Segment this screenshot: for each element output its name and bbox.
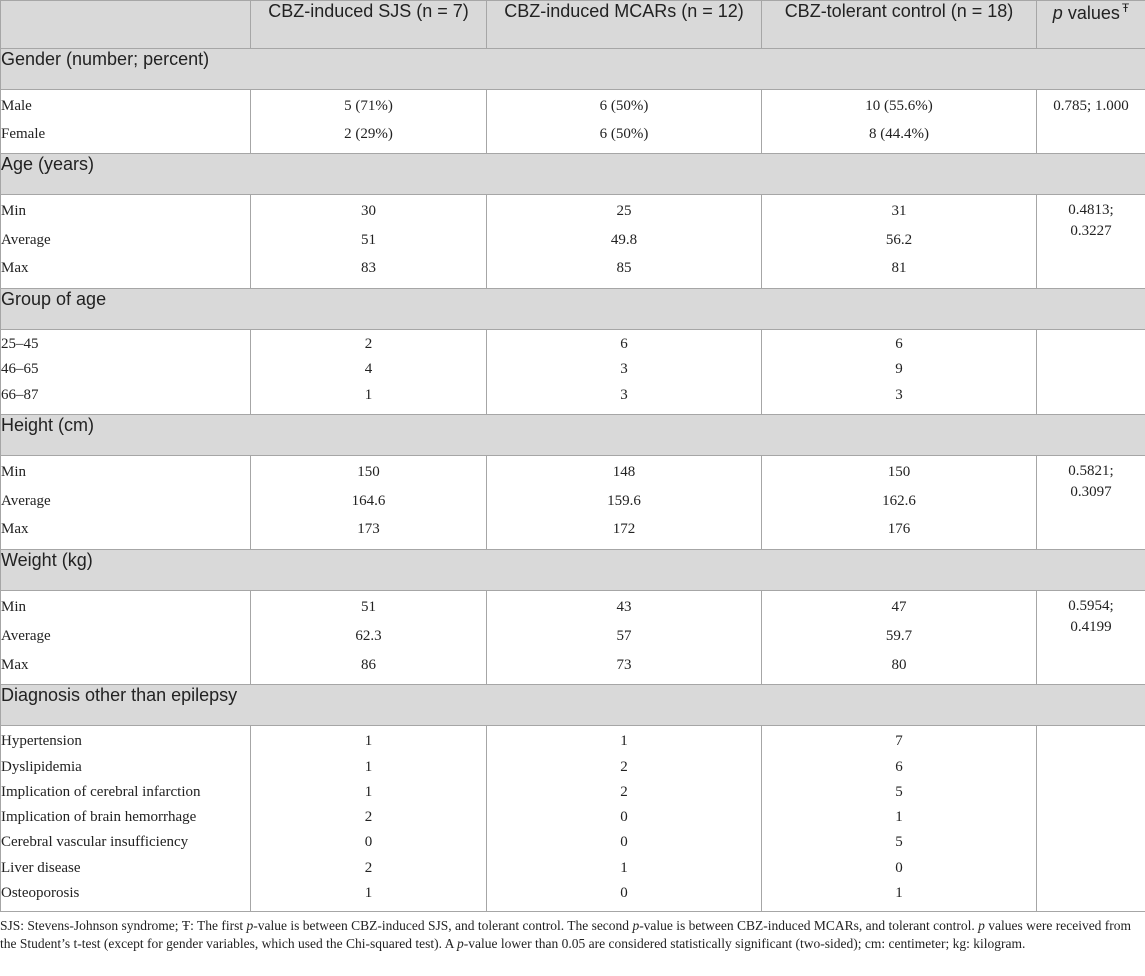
- section-header-row: [1, 685, 1145, 726]
- sjs-value: 2: [364, 336, 373, 353]
- control-value-cell: [762, 456, 1037, 550]
- mcars-value: 3: [620, 361, 628, 378]
- row-label: Cerebral vascular insufficiency: [1, 834, 189, 851]
- mcars-value: 6: [620, 336, 628, 353]
- control-value-cell: [762, 330, 1037, 415]
- row-label: Min: [1, 464, 27, 480]
- sjs-value: 62.3: [355, 627, 382, 644]
- row-label: Max: [1, 656, 29, 673]
- control-value: 150: [887, 464, 911, 480]
- control-value: 3: [895, 386, 903, 403]
- control-value-cell: [762, 726, 1037, 912]
- sjs-value: 4: [364, 361, 373, 378]
- section-body-row: [1, 726, 1145, 912]
- control-value: 7: [895, 733, 903, 750]
- sjs-value: 150: [357, 464, 380, 480]
- sjs-value: 1: [364, 885, 373, 901]
- row-label: Implication of cerebral infarction: [1, 783, 201, 800]
- mcars-value-cell: [487, 195, 762, 289]
- mcars-value: 2: [620, 783, 628, 800]
- control-value: 81: [891, 260, 907, 277]
- section-header-row: [1, 415, 1145, 456]
- mcars-value-cell: [487, 456, 762, 550]
- mcars-value: 6 (50%): [599, 98, 649, 114]
- control-value: 1: [895, 885, 903, 901]
- row-label: 46–65: [1, 361, 39, 378]
- row-label: Female: [1, 126, 46, 142]
- p-value: 0.5954;: [1068, 598, 1114, 615]
- p-value: 0.3097: [1070, 484, 1112, 500]
- mcars-value: 49.8: [610, 231, 638, 248]
- mcars-value: 0: [620, 809, 628, 826]
- mcars-value-cell: [487, 90, 762, 154]
- row-label: Hypertension: [1, 733, 82, 750]
- sjs-value: 2 (29%): [344, 126, 393, 142]
- mcars-value-cell: [487, 330, 762, 415]
- section-title: Diagnosis other than epilepsy: [1, 685, 1145, 726]
- control-value: 6: [895, 758, 903, 775]
- mcars-value: 172: [612, 521, 636, 538]
- mcars-value: 1: [620, 733, 628, 750]
- row-label-cell: [1, 591, 251, 685]
- row-label: 66–87: [1, 386, 39, 403]
- sjs-value: 0: [364, 834, 373, 851]
- control-value: 31: [891, 203, 907, 219]
- sjs-value: 51: [361, 231, 376, 248]
- sjs-value: 5 (71%): [344, 98, 393, 114]
- sjs-value-cell: [251, 330, 487, 415]
- sjs-value: 1: [364, 783, 373, 800]
- control-value-cell: [762, 195, 1037, 289]
- mcars-value: 85: [616, 260, 632, 277]
- section-body-row: [1, 330, 1145, 415]
- row-label: 25–45: [1, 336, 39, 353]
- header-p-mark: Ŧ: [1121, 1, 1130, 15]
- control-value: 80: [891, 656, 907, 673]
- sjs-value: 1: [364, 386, 373, 403]
- row-label-cell: [1, 726, 251, 912]
- row-label: Average: [1, 627, 51, 644]
- p-value: 0.4199: [1070, 619, 1112, 636]
- control-value: 162.6: [882, 492, 916, 509]
- header-p-rest: values: [1062, 3, 1120, 23]
- row-label: Average: [1, 492, 51, 509]
- header-control: CBZ-tolerant control (n = 18): [762, 1, 1037, 49]
- header-sjs: CBZ-induced SJS (n = 7): [251, 1, 487, 49]
- sjs-value: 51: [361, 599, 376, 616]
- sjs-value-cell: [251, 195, 487, 289]
- mcars-value: 2: [620, 758, 628, 775]
- mcars-value: 43: [616, 599, 632, 616]
- control-value: 9: [895, 361, 903, 378]
- section-header-row: [1, 550, 1145, 591]
- p-value-cell: [1037, 195, 1145, 289]
- sjs-value: 164.6: [351, 492, 386, 509]
- row-label: Implication of brain hemorrhage: [1, 809, 197, 826]
- section-title: Height (cm): [1, 415, 1145, 456]
- sjs-value: 2: [364, 809, 373, 826]
- p-value-cell: [1037, 591, 1145, 685]
- p-value: 0.5821;: [1068, 463, 1114, 479]
- section-header-row: [1, 154, 1145, 195]
- row-label: Dyslipidemia: [1, 758, 82, 775]
- header-mcars: CBZ-induced MCARs (n = 12): [487, 1, 762, 49]
- mcars-value: 73: [616, 656, 632, 673]
- sjs-value: 2: [364, 859, 373, 876]
- section-title: Age (years): [1, 154, 1145, 195]
- control-value: 6: [895, 336, 903, 353]
- row-label: Average: [1, 231, 51, 248]
- p-value-cell: [1037, 90, 1145, 154]
- section-title: Group of age: [1, 289, 1145, 330]
- sjs-value: 83: [361, 260, 376, 277]
- control-value: 47: [891, 599, 907, 616]
- p-value-cell: [1037, 726, 1145, 912]
- row-label: Max: [1, 521, 29, 538]
- mcars-value: 159.6: [607, 492, 641, 509]
- section-body-row: [1, 591, 1145, 685]
- sjs-value-cell: [251, 726, 487, 912]
- row-label: Liver disease: [1, 859, 81, 876]
- mcars-value: 6 (50%): [599, 126, 649, 142]
- p-value: 0.785; 1.000: [1053, 98, 1129, 114]
- section-title: Weight (kg): [1, 550, 1145, 591]
- sjs-value: 86: [361, 656, 376, 673]
- p-value-cell: [1037, 330, 1145, 415]
- control-value: 10 (55.6%): [865, 98, 933, 114]
- sjs-value: 1: [364, 733, 373, 750]
- mcars-value-cell: [487, 726, 762, 912]
- row-label-cell: [1, 456, 251, 550]
- control-value: 8 (44.4%): [869, 126, 929, 142]
- control-value: 5: [895, 783, 903, 800]
- sjs-value-cell: [251, 591, 487, 685]
- mcars-value: 0: [620, 885, 628, 901]
- row-label: Min: [1, 599, 27, 616]
- row-label: Osteoporosis: [1, 885, 80, 901]
- row-label: Min: [1, 203, 27, 219]
- control-value-cell: [762, 591, 1037, 685]
- mcars-value: 148: [612, 464, 636, 480]
- sjs-value-cell: [251, 90, 487, 154]
- control-value: 0: [895, 859, 903, 876]
- row-label-cell: [1, 330, 251, 415]
- section-title: Gender (number; percent): [1, 49, 1145, 90]
- section-body-row: [1, 195, 1145, 289]
- control-value: 1: [895, 809, 903, 826]
- control-value: 5: [895, 834, 903, 851]
- section-body-row: [1, 90, 1145, 154]
- sjs-value-cell: [251, 456, 487, 550]
- section-header-row: [1, 289, 1145, 330]
- p-value: 0.3227: [1070, 223, 1112, 239]
- header-p-italic: p: [1052, 3, 1063, 23]
- control-value: 56.2: [885, 231, 913, 248]
- sjs-value: 1: [364, 758, 373, 775]
- mcars-value-cell: [487, 591, 762, 685]
- control-value: 59.7: [885, 627, 913, 644]
- mcars-value: 3: [620, 386, 628, 403]
- row-label-cell: [1, 90, 251, 154]
- table-footnote: SJS: Stevens-Johnson syndrome; Ŧ: The first p-value is between CBZ-induced SJS, and tolerant control. The second p-value is between CBZ-induced MCARs, and tolerant control. p values were received from the Student’s t-test (except for gender variables, which used the Chi-squared test). A p-value lower than 0.05 are considered statistically significant (two-sided); cm: centimeter; kg: kilogram.: [0, 918, 1132, 951]
- header-blank-cell: [1, 1, 251, 49]
- mcars-value: 0: [620, 834, 628, 851]
- p-value: 0.4813;: [1068, 202, 1114, 218]
- section-body-row: [1, 456, 1145, 550]
- mcars-value: 25: [616, 203, 632, 219]
- header-p-values: [1037, 1, 1145, 49]
- control-value: 176: [887, 521, 911, 538]
- row-label: Max: [1, 260, 29, 277]
- sjs-value: 30: [361, 203, 376, 219]
- mcars-value: 1: [620, 859, 628, 876]
- control-value-cell: [762, 90, 1037, 154]
- section-header-row: [1, 49, 1145, 90]
- p-value-cell: [1037, 456, 1145, 550]
- row-label-cell: [1, 195, 251, 289]
- mcars-value: 57: [616, 627, 632, 644]
- row-label: Male: [1, 98, 32, 114]
- sjs-value: 173: [357, 521, 380, 538]
- header-row: [1, 1, 1145, 49]
